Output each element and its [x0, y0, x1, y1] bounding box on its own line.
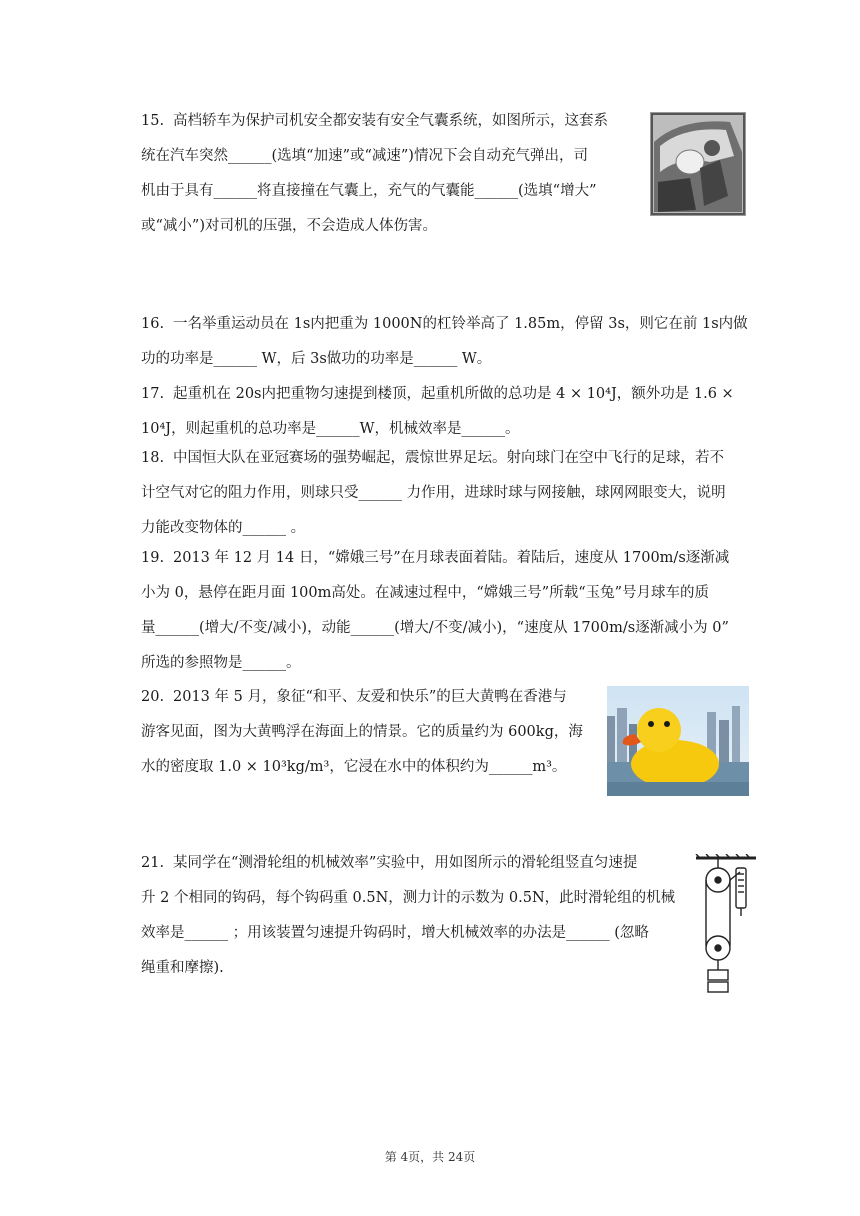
- question-text: 水的密度取 1.0 × 10³kg/m³，它浸在水中的体积约为______m³。: [141, 759, 567, 775]
- question-15: [141, 104, 608, 244]
- question-number: 20.: [141, 689, 165, 705]
- question-16: [141, 307, 748, 377]
- question-text: 一名举重运动员在 1s内把重为 1000N的杠铃举高了 1.85m，停留 3s，则它在前 1s内做: [173, 316, 748, 332]
- question-19: [141, 541, 729, 681]
- question-text: 计空气对它的阻力作用，则球只受______ 力作用，进球时球与网接触，球网网眼变大，说明: [141, 485, 726, 501]
- question-number: 21.: [141, 855, 165, 871]
- question-text: 高档轿车为保护司机安全都安装有安全气囊系统，如图所示，这套系: [173, 113, 608, 129]
- question-number: 18.: [141, 450, 165, 466]
- question-number: 16.: [141, 316, 165, 332]
- question-text: 所选的参照物是______。: [141, 655, 301, 671]
- question-number: 17.: [141, 386, 165, 402]
- question-text: 绳重和摩擦).: [141, 960, 224, 976]
- question-20: [141, 680, 583, 785]
- question-text: 中国恒大队在亚冠赛场的强势崛起，震惊世界足坛。射向球门在空中飞行的足球，若不: [173, 450, 724, 466]
- question-text: 起重机在 20s内把重物匀速提到楼顶，起重机所做的总功是 4 × 10⁴J，额外功是 1.6 ×: [173, 386, 734, 402]
- question-text: 2013 年 12 月 14 日，“嫦娥三号”在月球表面着陆。着陆后，速度从 1700m/s逐渐减: [173, 550, 730, 566]
- question-text: 游客见面，图为大黄鸭浮在海面上的情景。它的质量约为 600kg，海: [141, 724, 583, 740]
- question-text: 升 2 个相同的钩码，每个钩码重 0.5N，测力计的示数为 0.5N，此时滑轮组的机械: [141, 890, 676, 906]
- question-number: 19.: [141, 550, 165, 566]
- question-number: 15.: [141, 113, 165, 129]
- question-text: 力能改变物体的______ 。: [141, 520, 306, 536]
- question-text: 功的功率是______ W，后 3s做功的功率是______ W。: [141, 351, 492, 367]
- page-footer: 第 4页，共 24页: [384, 1150, 476, 1164]
- question-text: 量______(增大/不变/减小)，动能______(增大/不变/减小)，“速度从 1700m/s逐渐减小为 0”: [141, 620, 729, 636]
- question-17: [141, 377, 734, 447]
- pulley-system-figure: [694, 854, 758, 996]
- question-text: 10⁴J，则起重机的总功率是______W，机械效率是______。: [141, 421, 520, 437]
- question-text: 机由于具有______将直接撞在气囊上，充气的气囊能______(选填“增大”: [141, 183, 597, 199]
- airbag-figure: [650, 112, 746, 216]
- question-text: 2013 年 5 月，象征“和平、友爱和快乐”的巨大黄鸭在香港与: [173, 689, 567, 705]
- question-text: 效率是______ ；用该装置匀速提升钩码时，增大机械效率的办法是______ (忽略: [141, 925, 649, 941]
- question-21: [141, 846, 675, 986]
- question-text: 或“减小”)对司机的压强，不会造成人体伤害。: [141, 218, 437, 234]
- rubber-duck-figure: [607, 686, 749, 796]
- question-text: 小为 0，悬停在距月面 100m高处。在减速过程中，“嫦娥三号”所载“玉兔”号月球车的质: [141, 585, 710, 601]
- question-text: 统在汽车突然______(选填“加速”或“减速”)情况下会自动充气弹出，司: [141, 148, 588, 164]
- question-18: [141, 441, 726, 546]
- question-text: 某同学在“测滑轮组的机械效率”实验中，用如图所示的滑轮组竖直匀速提: [173, 855, 638, 871]
